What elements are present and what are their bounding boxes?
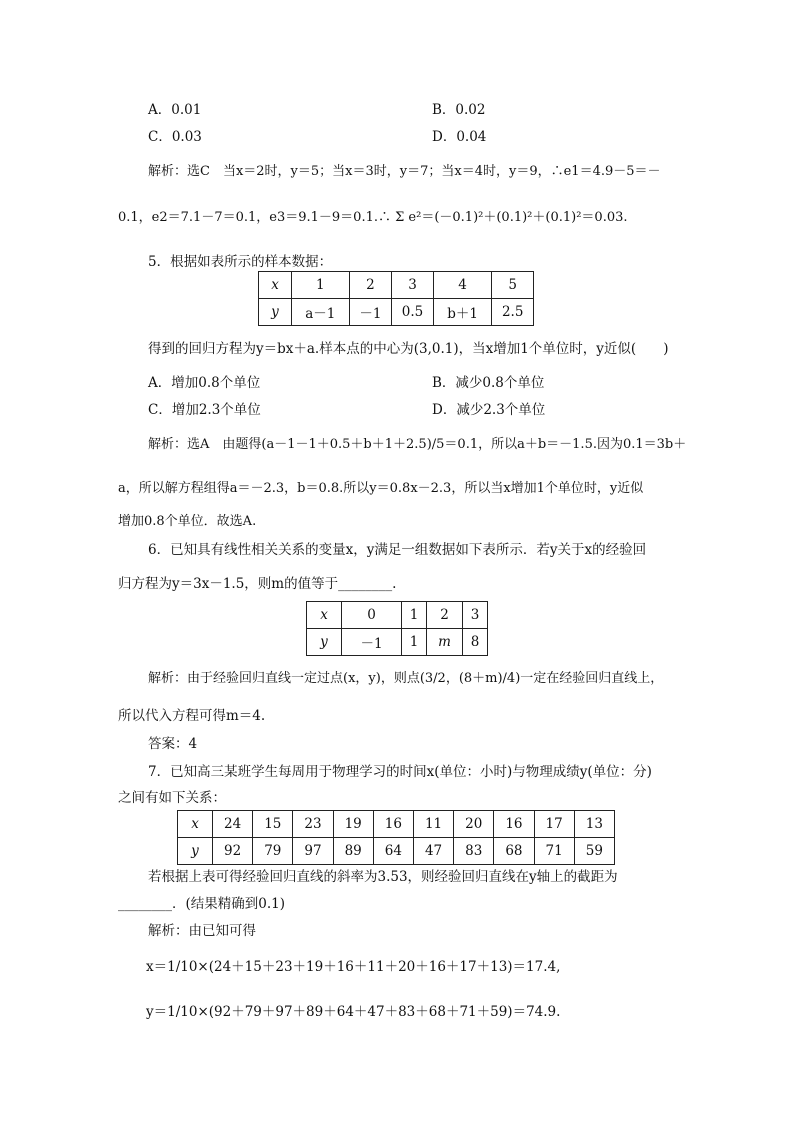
q5-analysis-line1: 解析：选A 由题得(a－1－1＋0.5＋b＋1＋2.5)/5＝0.1，所以a＋b＝－1.5.因为0.1＝3b＋: [148, 437, 687, 452]
table-cell: 1: [402, 602, 427, 629]
q5-analysis-line2: a，所以解方程组得a＝－2.3，b＝0.8.所以y＝0.8x－2.3，所以当x增加1个单位时，y近似: [118, 481, 644, 496]
table-cell: 97: [293, 838, 333, 865]
q5-option-b: B．减少0.8个单位: [432, 375, 545, 391]
table-cell: 15: [253, 811, 293, 838]
table-cell: 89: [333, 838, 373, 865]
q6-stem-line2: 归方程为y＝3x－1.5，则m的值等于________.: [118, 576, 397, 592]
q5-option-a: A．增加0.8个单位: [148, 375, 261, 391]
table-cell: 79: [253, 838, 293, 865]
q6-answer: 答案：4: [148, 736, 198, 752]
table-cell: 24: [213, 811, 253, 838]
table-row: [259, 272, 534, 299]
table-cell: y: [307, 629, 342, 656]
q6-analysis-line2: 所以代入方程可得m＝4.: [118, 708, 266, 724]
table-row: [178, 811, 615, 838]
table-cell: 71: [534, 838, 574, 865]
table-row: [259, 299, 534, 326]
table-cell: 92: [213, 838, 253, 865]
table-cell: 47: [413, 838, 453, 865]
table-row: [307, 629, 488, 656]
q7-stem-line1: 7．已知高三某班学生每周用于物理学习的时间x(单位：小时)与物理成绩y(单位：分): [148, 764, 652, 780]
table-cell: a－1: [292, 299, 350, 326]
table-cell: y: [259, 299, 292, 326]
q7-xbar-equation: x＝1/10×(24＋15＋23＋19＋16＋11＋20＋16＋17＋13)＝17.4,: [146, 959, 561, 975]
table-cell: 20: [454, 811, 494, 838]
q4-option-c: C．0.03: [148, 129, 202, 145]
table-cell: 13: [574, 811, 614, 838]
table-cell: y: [178, 838, 213, 865]
table-cell: 23: [293, 811, 333, 838]
table-cell: 16: [494, 811, 534, 838]
table-cell: 59: [574, 838, 614, 865]
q4-option-a: A．0.01: [148, 102, 202, 118]
q5-data-table: [258, 271, 534, 326]
q5-analysis-line3: 增加0.8个单位．故选A.: [118, 514, 257, 529]
q7-question-line2: ________．(结果精确到0.1): [118, 896, 286, 912]
table-cell: 64: [373, 838, 413, 865]
table-cell: 4: [433, 272, 492, 299]
q4-option-d: D．0.04: [432, 129, 487, 145]
q6-stem-line1: 6．已知具有线性相关关系的变量x，y满足一组数据如下表所示．若y关于x的经验回: [148, 542, 647, 558]
q6-data-table: [306, 601, 488, 656]
table-cell: 1: [402, 629, 427, 656]
table-cell: x: [178, 811, 213, 838]
q4-option-b: B．0.02: [432, 102, 486, 118]
table-cell: 3: [392, 272, 434, 299]
q7-data-table: [177, 810, 615, 865]
q5-option-d: D．减少2.3个单位: [432, 402, 546, 418]
table-cell: 2: [427, 602, 463, 629]
table-cell: 11: [413, 811, 453, 838]
q5-stem: 5．根据如表所示的样本数据：: [148, 254, 333, 270]
table-cell: －1: [349, 299, 392, 326]
table-cell: 17: [534, 811, 574, 838]
table-cell: x: [259, 272, 292, 299]
table-cell: 83: [454, 838, 494, 865]
q4-analysis-line1: 解析：选C 当x＝2时，y＝5；当x＝3时，y＝7；当x＝4时，y＝9，∴e1＝4.9－5＝－: [148, 164, 661, 179]
q7-question-line1: 若根据上表可得经验回归直线的斜率为3.53，则经验回归直线在y轴上的截距为: [148, 869, 618, 885]
table-row: [307, 602, 488, 629]
table-cell: 68: [494, 838, 534, 865]
table-row: [178, 838, 615, 865]
table-cell: 0.5: [392, 299, 434, 326]
table-cell: 3: [463, 602, 488, 629]
table-cell: 2.5: [492, 299, 534, 326]
table-cell: 8: [463, 629, 488, 656]
q5-option-c: C．增加2.3个单位: [148, 402, 261, 418]
table-cell: 16: [373, 811, 413, 838]
q4-analysis-line2: 0.1，e2＝7.1－7＝0.1，e3＝9.1－9＝0.1.∴ Σ e²＝(－0.1)²＋(0.1)²＋(0.1)²＝0.03.: [118, 210, 628, 225]
table-cell: 5: [492, 272, 534, 299]
table-cell: 0: [342, 602, 402, 629]
q7-analysis: 解析：由已知可得: [148, 923, 256, 939]
table-cell: －1: [342, 629, 402, 656]
table-cell: 1: [292, 272, 350, 299]
table-cell: m: [427, 629, 463, 656]
table-cell: 19: [333, 811, 373, 838]
q6-analysis-line1: 解析：由于经验回归直线一定过点(x，y)，则点(3/2，(8＋m)/4)一定在经验回归直线上，: [148, 671, 664, 686]
q7-stem-line2: 之间有如下关系：: [118, 790, 226, 806]
table-cell: x: [307, 602, 342, 629]
q7-ybar-equation: y＝1/10×(92＋79＋97＋89＋64＋47＋83＋68＋71＋59)＝74.9.: [146, 1004, 561, 1020]
table-cell: 2: [349, 272, 392, 299]
q5-question: 得到的回归方程为y＝bx＋a.样本点的中心为(3,0.1)，当x增加1个单位时，y近似( ): [148, 341, 669, 357]
table-cell: b＋1: [433, 299, 492, 326]
